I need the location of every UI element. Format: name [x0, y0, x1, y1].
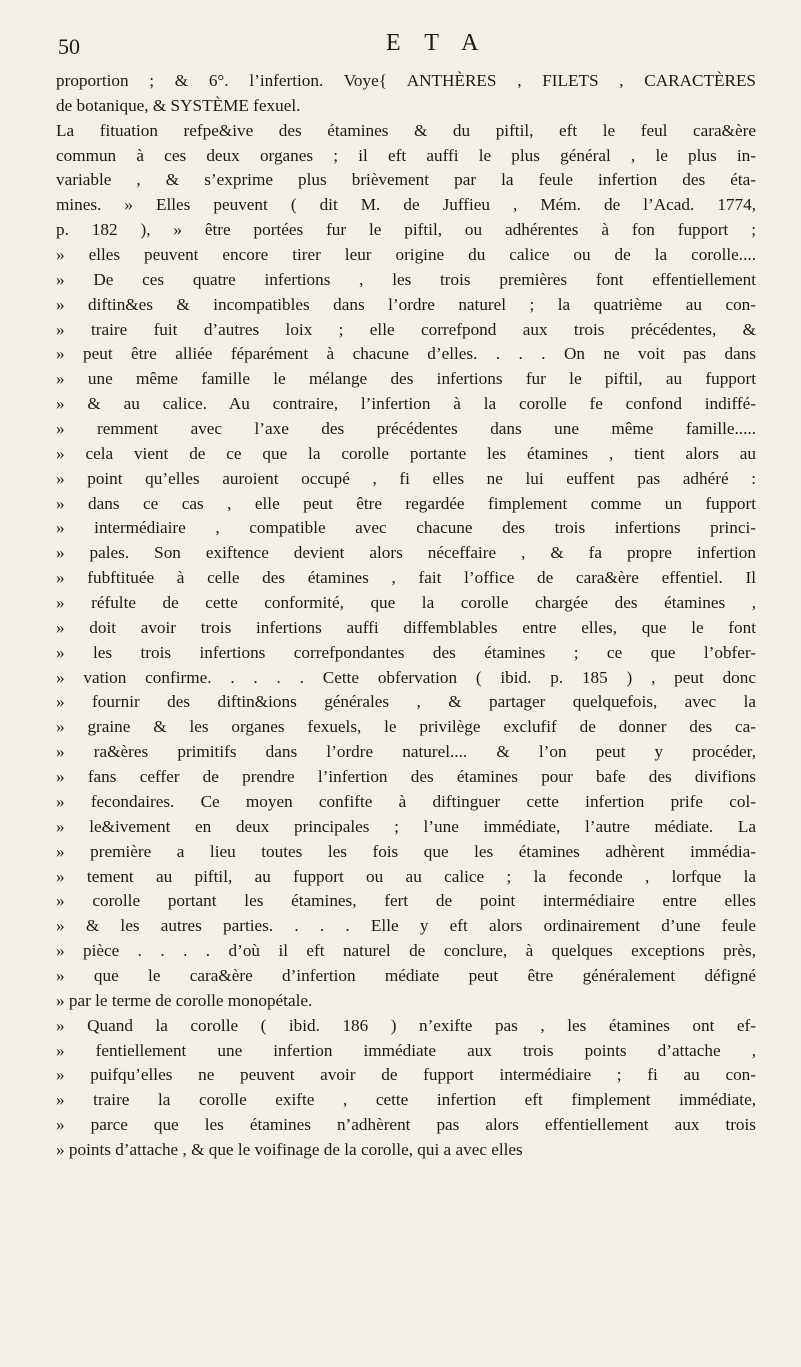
text-line: » intermédiaire , compatible avec chacune des trois infertions princi- — [56, 518, 756, 538]
text-line: » parce que les étamines n’adhèrent pas alors effentiellement aux trois — [56, 1115, 756, 1135]
running-head: E T A — [386, 30, 488, 56]
text-line: mines. » Elles peuvent ( dit M. de Juffieu , Mém. de l’Acad. 1774, — [56, 195, 756, 215]
page-header — [58, 30, 758, 60]
body-text — [56, 69, 756, 1163]
text-line: » pièce . . . . d’où il eft naturel de conclure, à quelques exceptions près, — [56, 941, 756, 961]
text-line: » point qu’elles auroient occupé , fi elles ne lui euffent pas adhéré : — [56, 468, 756, 488]
text-line: variable , & s’exprime plus brièvement par la feule infertion des éta- — [56, 170, 756, 190]
text-line: » elles peuvent encore tirer leur origine du calice ou de la corolle.... — [56, 245, 756, 265]
text-line: » traire la corolle exifte , cette infertion eft fimplement immédiate, — [56, 1090, 756, 1110]
text-line: » doit avoir trois infertions auffi diffemblables entre elles, que le font — [56, 617, 756, 637]
text-line: » première a lieu toutes les fois que les étamines adhèrent immédia- — [56, 841, 756, 861]
text-line: » traire fuit d’autres loix ; elle correfpond aux trois précédentes, & — [56, 319, 756, 339]
text-line: de botanique, & SYSTÈME fexuel. — [56, 95, 301, 115]
text-line: » De ces quatre infertions , les trois premières font effentiellement — [56, 269, 756, 289]
text-line: p. 182 ), » être portées fur le piftil, ou adhérentes à fon fupport ; — [56, 220, 756, 240]
text-line: » Quand la corolle ( ibid. 186 ) n’exifte pas , les étamines ont ef- — [56, 1015, 756, 1035]
text-line: » & au calice. Au contraire, l’infertion à la corolle fe confond indiffé- — [56, 394, 756, 414]
text-line: » tement au piftil, au fupport ou au calice ; la feconde , lorfque la — [56, 866, 756, 886]
text-line: » points d’attache , & que le voifinage de la corolle, qui a avec elles — [56, 1139, 523, 1159]
text-line: » fans ceffer de prendre l’infertion des étamines pour bafe des divifions — [56, 767, 756, 787]
text-line: proportion ; & 6°. l’infertion. Voye{ ANTHÈRES , FILETS , CARACTÈRES — [56, 71, 756, 90]
text-line: » fecondaires. Ce moyen confifte à diftinguer cette infertion prife col- — [56, 791, 756, 811]
text-line: » vation confirme. . . . . Cette obfervation ( ibid. p. 185 ) , peut donc — [56, 667, 756, 687]
text-line: » peut être alliée féparément à chacune d’elles. . . . On ne voit pas dans — [56, 344, 756, 364]
text-line: » une même famille le mélange des infertions fur le piftil, au fupport — [56, 369, 756, 389]
text-line: » pales. Son exiftence devient alors néceffaire , & fa propre infertion — [56, 543, 756, 563]
text-line: » & les autres parties. . . . Elle y eft alors ordinairement d’une feule — [56, 916, 756, 936]
text-line: » par le terme de corolle monopétale. — [56, 990, 313, 1010]
text-line: » puifqu’elles ne peuvent avoir de fupport intermédiaire ; fi au con- — [56, 1065, 756, 1085]
text-line: » les trois infertions correfpondantes des étamines ; ce que l’obfer- — [56, 642, 756, 662]
text-line: » réfulte de cette conformité, que la corolle chargée des étamines , — [56, 593, 756, 613]
text-line: » fentiellement une infertion immédiate aux trois points d’attache , — [56, 1040, 756, 1060]
text-line: » remment avec l’axe des précédentes dans une même famille..... — [56, 419, 756, 439]
text-line: » graine & les organes fexuels, le privilège exclufif de donner des ca- — [56, 717, 756, 737]
text-line: » diftin&es & incompatibles dans l’ordre naturel ; la quatrième au con- — [56, 294, 756, 314]
text-line: La fituation refpe&ive des étamines & du piftil, eft le feul cara&ère — [56, 120, 756, 140]
text-line: » que le cara&ère d’infertion médiate peut être généralement défigné — [56, 965, 756, 985]
text-line: » dans ce cas , elle peut être regardée fimplement comme un fupport — [56, 493, 756, 513]
text-line: » fournir des diftin&ions générales , & partager quelquefois, avec la — [56, 692, 756, 712]
text-line: » cela vient de ce que la corolle portante les étamines , tient alors au — [56, 443, 756, 463]
text-line: » fubftituée à celle des étamines , fait l’office de cara&ère effentiel. Il — [56, 568, 756, 588]
text-line: » corolle portant les étamines, fert de point intermédiaire entre elles — [56, 891, 756, 911]
page-number: 50 — [58, 34, 80, 59]
text-line: commun à ces deux organes ; il eft auffi le plus général , le plus in- — [56, 145, 756, 165]
text-line: » ra&ères primitifs dans l’ordre naturel.... & l’on peut y procéder, — [56, 742, 756, 762]
text-line: » le&ivement en deux principales ; l’une immédiate, l’autre médiate. La — [56, 816, 756, 836]
